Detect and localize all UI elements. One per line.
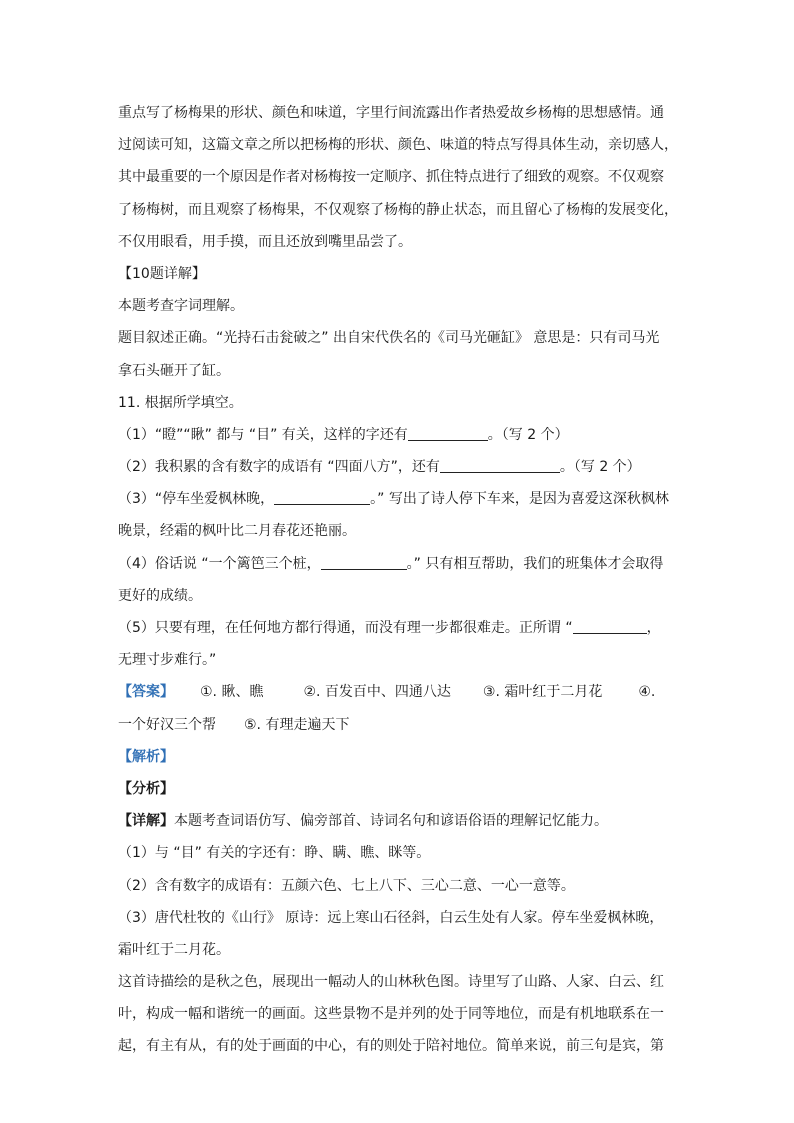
answer-blank <box>440 458 560 473</box>
item-text: 。（写 2 个） <box>559 459 641 476</box>
answer-2: ②. 百发百中、四通八达 <box>303 684 451 701</box>
text-line: 叶，构成一幅和谐统一的画面。这些景物不是并列的处于同等地位，而是有机地联系在一 <box>118 1006 664 1023</box>
text-line: 晚景，经霜的枫叶比二月春花还艳丽。 <box>118 523 356 540</box>
text-line: 霜叶红于二月花。 <box>118 941 230 958</box>
detail-label: 【详解】 <box>118 813 174 830</box>
item-text: （3）“停车坐爱枫林晚， <box>118 491 275 508</box>
answer-3: ③. 霜叶红于二月花 <box>482 684 603 701</box>
answer-1: ①. 瞅、瞧 <box>200 684 264 701</box>
answer-blank <box>408 426 488 441</box>
text-line: （2）含有数字的成语有：五颜六色、七上八下、三心二意、一心一意等。 <box>118 877 575 894</box>
q10-heading: 【10题详解】 <box>118 265 206 282</box>
text-line: 这首诗描绘的是秋之色，展现出一幅动人的山林秋色图。诗里写了山路、人家、白云、红 <box>118 974 664 991</box>
text-line: 了杨梅树，而且观察了杨梅果，不仅观察了杨梅的静止状态，而且留心了杨梅的发展变化， <box>118 201 678 218</box>
answer-blank <box>274 490 370 505</box>
item-text: 。（写 2 个） <box>487 426 569 443</box>
text-line: 更好的成绩。 <box>118 587 202 604</box>
answer-5: ⑤. 有理走遍天下 <box>244 716 350 733</box>
text-line: 过阅读可知，这篇文章之所以把杨梅的形状、颜色、味道的特点写得具体生动，亲切感人， <box>118 137 678 154</box>
detail-line <box>118 805 678 837</box>
text-line: 拿石头砸开了缸。 <box>118 362 230 379</box>
item-text: 。” 写出了诗人停下车来，是因为喜爱这深秋枫林 <box>370 491 669 508</box>
q11-item-4 <box>118 548 678 580</box>
answer-line-2 <box>118 709 678 741</box>
answer-4-number: ④. <box>638 684 656 701</box>
q11-item-2 <box>118 451 678 483</box>
answer-blank <box>321 555 407 570</box>
q11-item-3 <box>118 483 678 515</box>
q11-item-1 <box>118 419 678 451</box>
item-text: （5）只要有理，在任何地方都行得通，而没有理一步都很难走。正所谓 “ <box>118 620 573 636</box>
text-line: 起，有主有从，有的处于画面的中心，有的则处于陪衬地位。简单来说，前三句是宾，第 <box>118 1038 664 1055</box>
item-text: 。” 只有相互帮助，我们的班集体才会取得 <box>406 555 664 572</box>
fenxi-label: 【分析】 <box>118 780 174 797</box>
text-line: 其中最重要的一个原因是作者对杨梅按一定顺序、抓住特点进行了细致的观察。不仅观察 <box>118 169 664 186</box>
q11-item-5 <box>118 612 678 644</box>
item-text: （2）我积累的含有数字的成语有 “四面八方”，还有 <box>118 459 440 476</box>
answer-blank <box>573 619 647 634</box>
text-line: 不仅用眼看，用手摸，而且还放到嘴里品尝了。 <box>118 233 412 250</box>
item-text: （4）俗话说 “一个篱笆三个桩， <box>118 555 321 572</box>
item-text: （1）“瞪”“瞅” 都与 “目” 有关，这样的字还有 <box>118 426 408 443</box>
document-page <box>118 97 678 1063</box>
text-line: （1）与 “目” 有关的字还有：睁、瞒、瞧、眯等。 <box>118 845 431 862</box>
text-line: 重点写了杨梅果的形状、颜色和味道，字里行间流露出作者热爱故乡杨梅的思想感情。通 <box>118 105 664 121</box>
text-line: 题目叙述正确。“光持石击瓮破之” 出自宋代佚名的《司马光砸缸》 意思是：只有司马光 <box>118 330 660 347</box>
text-line: （3）唐代杜牧的《山行》 原诗：远上寒山石径斜，白云生处有人家。停车坐爱枫林晚， <box>118 909 664 926</box>
item-text: ， <box>646 620 661 636</box>
answer-4: 一个好汉三个帮 <box>118 716 216 733</box>
answer-label: 【答案】 <box>118 684 174 701</box>
text-line: 无理寸步难行。” <box>118 652 217 669</box>
text-line: 本题考查字词理解。 <box>118 298 244 315</box>
answer-line <box>118 676 678 708</box>
detail-text: 本题考查词语仿写、偏旁部首、诗词名句和谚语俗语的理解记忆能力。 <box>174 813 608 830</box>
q11-title: 11. 根据所学填空。 <box>118 394 243 411</box>
analysis-label: 【解析】 <box>118 748 174 765</box>
